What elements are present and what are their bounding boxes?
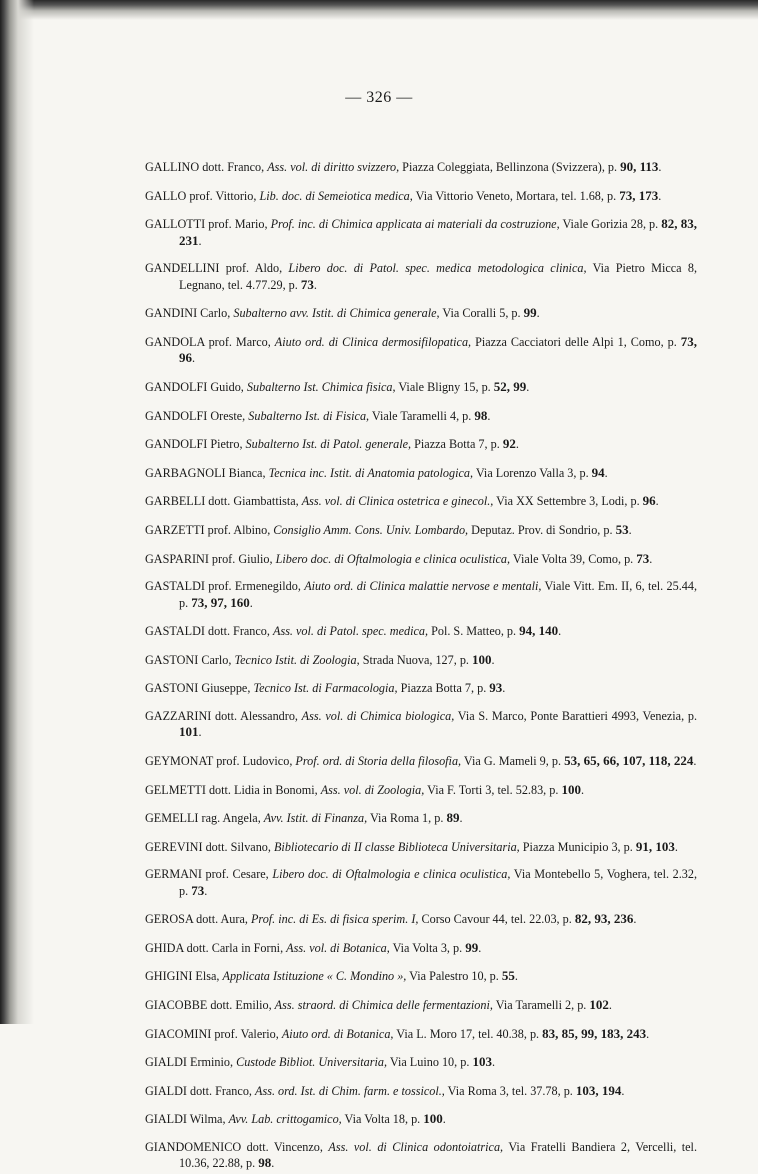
page-binding-shadow (0, 0, 34, 1024)
directory-entry (145, 408, 697, 424)
directory-entry (145, 782, 697, 798)
directory-entries (145, 147, 697, 1174)
directory-entry (145, 968, 697, 984)
entry-address: Via S. Marco, Ponte Barattieri 4993, Venezia, p. (454, 708, 697, 723)
entry-address: Viale Gorizia 28, p. (559, 217, 662, 232)
entry-name: GASTONI Giuseppe, (145, 681, 254, 696)
entry-pages: 73, 96 (179, 333, 697, 366)
entry-role: Ass. vol. di diritto svizzero, (267, 160, 400, 175)
entry-role: Custode Bibliot. Universitaria, (236, 1055, 388, 1070)
entry-name: GALLOTTI prof. Mario, (145, 217, 271, 232)
entry-end: . (313, 277, 317, 292)
entry-address: Via Pietro Micca 8, Legnano, tel. 4.77.29, p. (179, 261, 697, 292)
entry-end: . (526, 379, 530, 394)
directory-entry (145, 1140, 697, 1172)
entry-role: Libero doc. di Patol. spec. medica metodologica clinica, (288, 261, 587, 276)
entry-address: Viale Volta 39, Como, p. (510, 551, 637, 566)
entry-pages: 93 (489, 680, 503, 696)
entry-pages: 90, 113 (620, 159, 659, 175)
entry-pages: 55 (501, 968, 515, 984)
entry-role: Lib. doc. di Semeiotica medica, (259, 188, 413, 203)
entry-role: Prof. ord. di Storia della filosofia, (295, 753, 462, 768)
entry-role: Subalterno Ist. di Patol. generale, (245, 437, 412, 452)
entry-role: Ass. vol. di Zoologia, (320, 782, 425, 797)
entry-end: . (491, 652, 495, 667)
entry-end: . (491, 1055, 495, 1070)
entry-pages: 96 (642, 493, 656, 509)
entry-name: GASTONI Carlo, (145, 652, 235, 667)
entry-name: GANDINI Carlo, (145, 306, 234, 321)
directory-entry (145, 522, 697, 538)
entry-name: GASTALDI dott. Franco, (145, 624, 273, 639)
entry-pages: 100 (423, 1111, 443, 1127)
entry-end: . (478, 940, 482, 955)
entry-address: Via XX Settembre 3, Lodi, p. (493, 494, 643, 509)
entry-address: Via Palestro 10, p. (406, 969, 502, 984)
entry-name: GASPARINI prof. Giulio, (145, 551, 276, 566)
entry-role: Subalterno Ist. di Fisica, (248, 408, 370, 423)
entry-end: . (633, 912, 637, 927)
entry-end: . (204, 883, 208, 898)
entry-pages: 100 (472, 651, 492, 667)
directory-entry (145, 911, 697, 927)
entry-end: . (621, 1083, 625, 1098)
entry-name: GEYMONAT prof. Ludovico, (145, 753, 296, 768)
entry-end: . (674, 839, 678, 854)
entry-pages: 101 (179, 724, 199, 740)
entry-address: Via Taramelli 2, p. (492, 998, 590, 1013)
entry-name: GIALDI dott. Franco, (145, 1083, 256, 1098)
entry-name: GAZZARINI dott. Alessandro, (145, 708, 302, 723)
entry-pages: 83, 85, 99, 183, 243 (542, 1025, 647, 1041)
entry-address: Via F. Torti 3, tel. 52.83, p. (424, 782, 562, 797)
directory-entry (145, 551, 697, 567)
entry-address: Piazza Cacciatori delle Alpi 1, Como, p. (471, 334, 681, 349)
directory-entry (145, 623, 697, 639)
directory-entry (145, 436, 697, 452)
directory-entry (145, 1111, 697, 1127)
directory-entry (145, 839, 697, 855)
entry-name: GEREVINI dott. Silvano, (145, 839, 274, 854)
directory-entry (145, 652, 697, 668)
entry-name: GIALDI Wilma, (145, 1112, 229, 1127)
directory-entry (145, 159, 697, 175)
page-number: — 326 — (345, 89, 413, 106)
entry-address: Via Coralli 5, p. (439, 306, 524, 321)
entry-address: Viale Bligny 15, p. (395, 379, 494, 394)
entry-end: . (514, 969, 518, 984)
entry-address: Piazza Coleggiata, Bellinzona (Svizzera), p. (399, 160, 621, 175)
entry-end: . (459, 811, 463, 826)
entry-pages: 102 (589, 997, 609, 1013)
entry-pages: 99 (465, 939, 479, 955)
entry-name: GANDOLFI Oreste, (145, 408, 249, 423)
entry-address: Viale Vitt. Em. II, 6, tel. 25.44, p. (179, 579, 697, 610)
entry-pages: 82, 83, 231 (179, 216, 698, 248)
directory-entry (145, 1054, 697, 1070)
entry-address: Via Volta 3, p. (389, 940, 466, 955)
entry-address: Via Lorenzo Valla 3, p. (473, 465, 592, 480)
entry-end: . (608, 998, 612, 1013)
entry-pages: 91, 103 (635, 838, 675, 854)
entry-role: Tecnico Ist. di Farmacologia, (253, 681, 398, 696)
entry-name: GANDELLINI prof. Aldo, (145, 261, 289, 276)
entry-address: Deputaz. Prov. di Sondrio, p. (468, 522, 616, 537)
entry-pages: 89 (446, 810, 460, 826)
entry-role: Applicata Istituzione « C. Mondino », (222, 969, 407, 984)
entry-role: Ass. vol. di Botanica, (286, 940, 390, 955)
entry-end: . (604, 465, 608, 480)
entry-end: . (515, 437, 519, 452)
entry-end: . (192, 351, 196, 366)
entry-role: Bibliotecario di II classe Biblioteca Universitaria, (273, 839, 520, 854)
entry-end: . (628, 522, 632, 537)
entry-address: Corso Cavour 44, tel. 22.03, p. (418, 912, 575, 927)
entry-pages: 53, 65, 66, 107, 118, 224 (564, 752, 694, 768)
entry-end: . (487, 408, 491, 423)
entry-end: . (658, 160, 662, 175)
entry-pages: 98 (258, 1155, 272, 1171)
directory-entry (145, 261, 697, 293)
entry-end: . (580, 782, 584, 797)
entry-end: . (198, 233, 202, 248)
entry-address: Via Vittorio Veneto, Mortara, tel. 1.68, p. (412, 188, 620, 203)
entry-role: Ass. vol. di Clinica odontoiatrica, (328, 1140, 504, 1155)
entry-role: Libero doc. di Oftalmologia e clinica oculistica, (275, 551, 511, 566)
entry-role: Ass. vol. di Clinica ostetrica e ginecol., (301, 494, 494, 509)
entry-name: GALLO prof. Vittorio, (145, 188, 260, 203)
entry-address: Pol. S. Matteo, p. (428, 624, 520, 639)
entry-role: Ass. ord. Ist. di Chim. farm. e tossicol., (255, 1083, 445, 1098)
entry-pages: 99 (523, 305, 537, 321)
entry-role: Ass. vol. di Patol. spec. medica, (273, 624, 429, 639)
entry-end: . (442, 1112, 446, 1127)
entry-name: GANDOLFI Pietro, (145, 437, 246, 452)
entry-pages: 52, 99 (493, 378, 527, 394)
directory-entry (145, 465, 697, 481)
entry-pages: 103 (472, 1054, 492, 1070)
entry-name: GARZETTI prof. Albino, (145, 522, 274, 537)
entry-pages: 98 (474, 407, 488, 423)
entry-pages: 100 (561, 781, 581, 797)
entry-address: Via G. Mameli 9, p. (461, 753, 565, 768)
directory-entry (145, 379, 697, 395)
entry-pages: 73, 97, 160 (191, 594, 250, 610)
entry-pages: 94 (591, 464, 605, 480)
entry-pages: 92 (502, 436, 516, 452)
entry-address: Via L. Moro 17, tel. 40.38, p. (393, 1026, 543, 1041)
entry-role: Avv. Lab. crittogamico, (228, 1112, 342, 1127)
entry-role: Tecnico Istit. di Zoologia, (234, 652, 360, 667)
directory-entry (145, 216, 697, 249)
entry-pages: 73 (191, 882, 205, 898)
directory-entry (145, 334, 697, 367)
entry-pages: 53 (615, 521, 629, 537)
directory-entry (145, 579, 697, 611)
entry-end: . (646, 1026, 650, 1041)
entry-end: . (693, 753, 697, 768)
entry-address: Via Montebello 5, Voghera, tel. 2.32, p. (179, 867, 698, 898)
entry-role: Libero doc. di Oftalmologia e clinica oculistica, (272, 867, 511, 882)
entry-pages: 94, 140 (519, 623, 559, 639)
entry-role: Aiuto ord. di Clinica dermosifilopatica, (274, 334, 472, 349)
directory-entry (145, 305, 697, 321)
entry-role: Subalterno Ist. Chimica fisica, (246, 379, 396, 394)
entry-name: GERMANI prof. Cesare, (145, 867, 273, 882)
entry-pages: 103, 194 (575, 1082, 622, 1098)
entry-address: Piazza Municipio 3, p. (519, 839, 636, 854)
entry-end: . (658, 188, 662, 203)
entry-name: GIACOMINI prof. Valerio, (145, 1026, 282, 1041)
entry-role: Prof. inc. di Chimica applicata ai materiali da costruzione, (270, 217, 560, 232)
entry-name: GASTALDI prof. Ermenegildo, (145, 579, 305, 594)
entry-role: Ass. vol. di Chimica biologica, (301, 708, 455, 723)
directory-entry (145, 753, 697, 769)
directory-entry (145, 1083, 697, 1099)
directory-entry (145, 810, 697, 826)
entry-name: GEROSA dott. Aura, (145, 912, 251, 927)
entry-end: . (655, 494, 659, 509)
entry-role: Prof. inc. di Es. di fisica sperim. I, (250, 912, 419, 927)
directory-entry (145, 867, 697, 899)
entry-pages: 73 (636, 550, 650, 566)
entry-role: Aiuto ord. di Botanica, (281, 1026, 394, 1041)
entry-name: GELMETTI dott. Lidia in Bonomi, (145, 782, 321, 797)
entry-pages: 73, 173 (619, 187, 659, 203)
entry-end: . (536, 306, 540, 321)
entry-role: Ass. straord. di Chimica delle fermentazioni, (274, 998, 493, 1013)
entry-end: . (249, 595, 253, 610)
entry-name: GARBAGNOLI Bianca, (145, 465, 269, 480)
entry-name: GIALDI Erminio, (145, 1055, 237, 1070)
entry-name: GANDOLFI Guido, (145, 379, 247, 394)
entry-name: GANDOLA prof. Marco, (145, 334, 275, 349)
entry-end: . (198, 725, 202, 740)
entry-role: Avv. Istit. di Finanza, (263, 811, 368, 826)
entry-address: Via Fratelli Bandiera 2, Vercelli, tel. 10.36, 22.88, p. (179, 1140, 697, 1171)
entry-name: GHIGINI Elsa, (145, 969, 223, 984)
entry-name: GEMELLI rag. Angela, (145, 811, 264, 826)
directory-entry (145, 1026, 697, 1042)
directory-entry (145, 940, 697, 956)
entry-address: Via Volta 18, p. (341, 1112, 424, 1127)
entry-name: GIANDOMENICO dott. Vincenzo, (145, 1140, 329, 1155)
entry-name: GIACOBBE dott. Emilio, (145, 998, 275, 1013)
entry-end: . (271, 1156, 275, 1171)
entry-address: Via Roma 3, tel. 37.78, p. (444, 1083, 576, 1098)
directory-entry (145, 680, 697, 696)
entry-end: . (502, 681, 506, 696)
entry-name: GARBELLI dott. Giambattista, (145, 494, 302, 509)
entry-name: GALLINO dott. Franco, (145, 160, 268, 175)
entry-pages: 73 (300, 276, 314, 292)
directory-entry (145, 493, 697, 509)
entry-end: . (558, 624, 562, 639)
entry-role: Consiglio Amm. Cons. Univ. Lombardo, (273, 522, 469, 537)
directory-entry (145, 997, 697, 1013)
entry-address: Strada Nuova, 127, p. (359, 652, 473, 667)
entry-address: Via Roma 1, p. (367, 811, 447, 826)
directory-entry (145, 709, 697, 741)
entry-address: Piazza Botta 7, p. (411, 437, 503, 452)
entry-address: Viale Taramelli 4, p. (369, 408, 475, 423)
entry-role: Subalterno avv. Istit. di Chimica generale, (233, 306, 440, 321)
page-top-shadow (0, 0, 758, 20)
entry-role: Tecnica inc. Istit. di Anatomia patologica, (268, 465, 474, 480)
directory-entry (145, 188, 697, 204)
entry-role: Aiuto ord. di Clinica malattie nervose e mentali, (304, 579, 542, 594)
entry-name: GHIDA dott. Carla in Forni, (145, 940, 287, 955)
entry-pages: 82, 93, 236 (574, 911, 634, 927)
entry-address: Piazza Botta 7, p. (397, 681, 490, 696)
entry-end: . (649, 551, 653, 566)
entry-address: Via Luino 10, p. (387, 1055, 473, 1070)
